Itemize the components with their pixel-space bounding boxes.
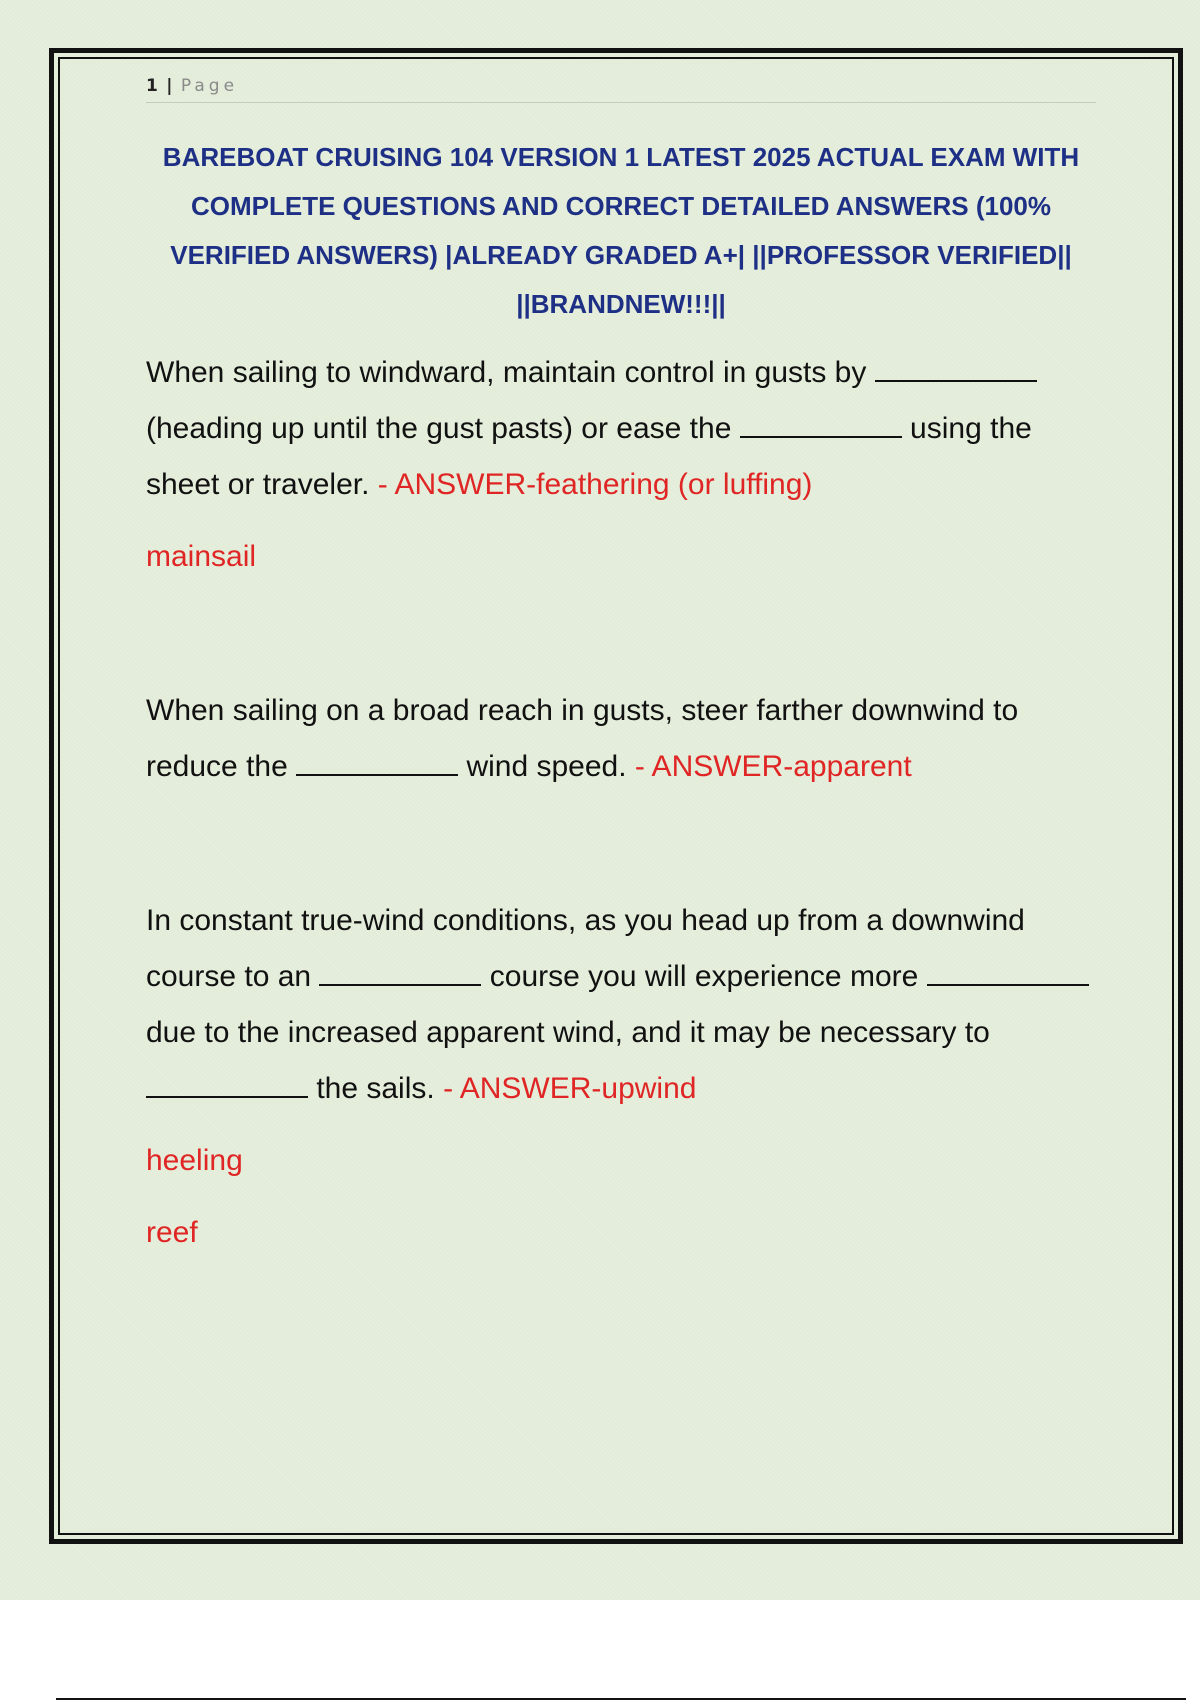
- document-content: [146, 70, 1096, 1261]
- page-header: [146, 76, 1096, 103]
- page-header-separator: |: [166, 76, 173, 96]
- answer-blank: [927, 964, 1089, 986]
- question-text: When sailing to windward, maintain control in gusts by: [146, 356, 875, 389]
- question-text: using the sheet or traveler.: [146, 412, 1032, 501]
- question-text: (heading up until the gust pasts) or ease the: [146, 412, 740, 445]
- question-text: course you will experience more: [481, 960, 927, 993]
- question-text: When sailing on a broad reach in gusts, steer farther downwind to reduce the: [146, 694, 1019, 783]
- answer-blank: [319, 964, 481, 986]
- question-2: [146, 683, 1096, 795]
- question-1: [146, 345, 1096, 513]
- question-text: wind speed.: [458, 750, 635, 783]
- answer-text: - ANSWER-upwind: [443, 1072, 697, 1105]
- question-text: due to the increased apparent wind, and it may be necessary to: [146, 1016, 990, 1049]
- question-text: In constant true-wind conditions, as you head up from a downwind course to an: [146, 904, 1025, 993]
- answer-blank: [875, 360, 1037, 382]
- answer-extra: heeling: [146, 1144, 243, 1177]
- page-number: 1: [146, 76, 158, 96]
- answer-text: - ANSWER-feathering (or luffing): [377, 468, 813, 501]
- answer-blank: [740, 416, 902, 438]
- document-title: BAREBOAT CRUISING 104 VERSION 1 LATEST 2025 ACTUAL EXAM WITH COMPLETE QUESTIONS AND CORRECT DETAILED ANSWERS (100% VERIFIED ANSWERS) |ALREADY GRADED A+| ||PROFESSOR VERIFIED|| ||BRANDNEW!!!||: [162, 142, 1080, 319]
- answer-blank: [146, 1076, 308, 1098]
- answer-extra: reef: [146, 1216, 198, 1249]
- answer-blank: [296, 754, 458, 776]
- page-label: Page: [180, 76, 239, 96]
- answer-extra: mainsail: [146, 540, 257, 573]
- question-text: the sails.: [308, 1072, 444, 1105]
- question-3: [146, 893, 1096, 1117]
- answer-text: - ANSWER-apparent: [634, 750, 912, 783]
